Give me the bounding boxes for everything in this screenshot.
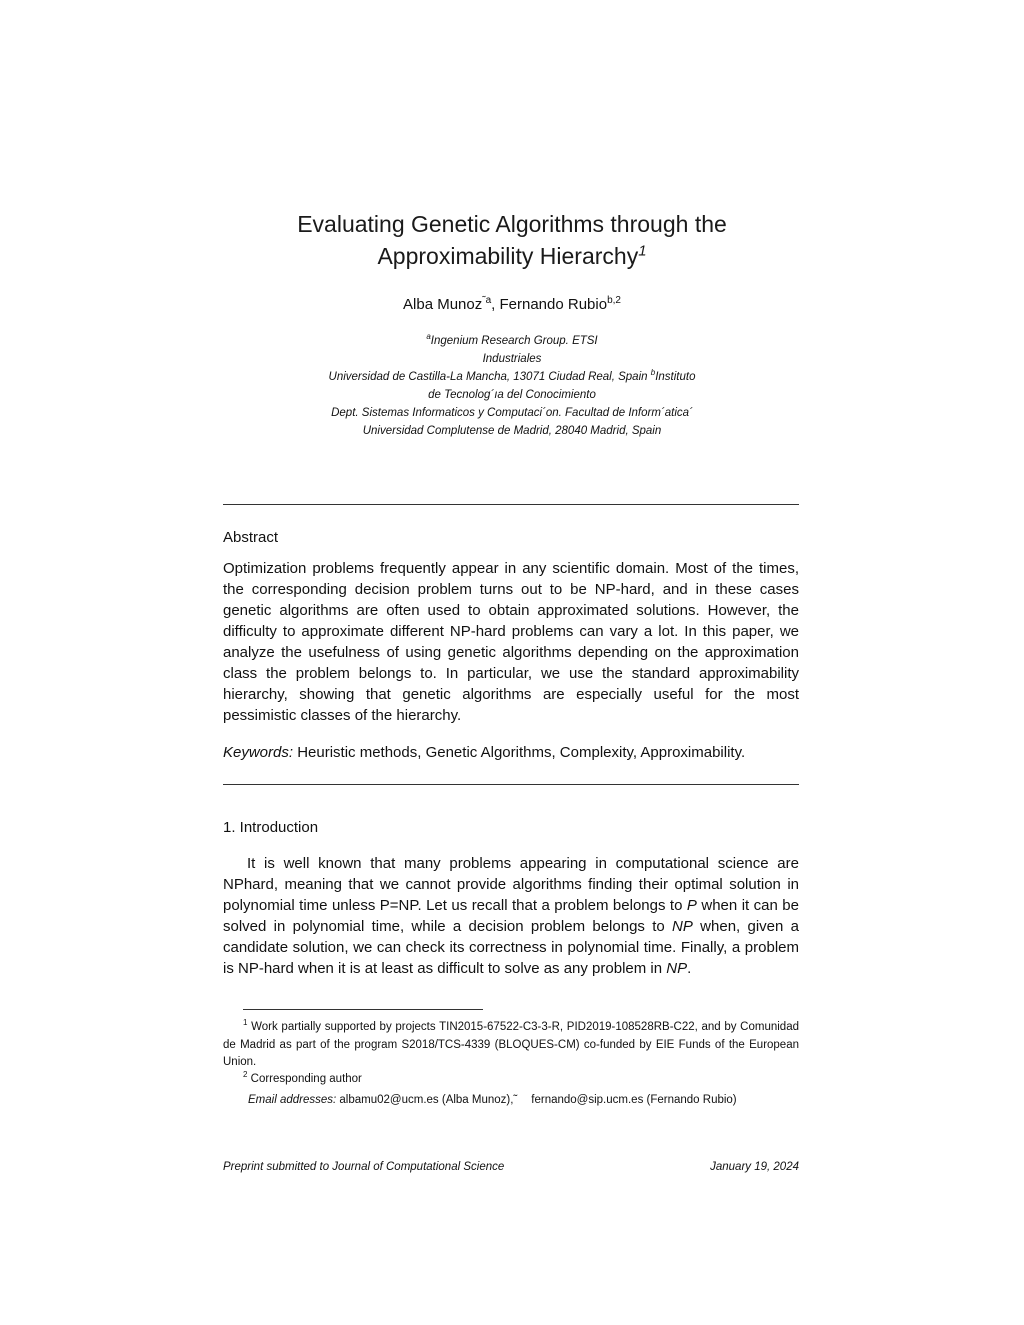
paragraph-text: . — [687, 960, 692, 977]
title-line-2 — [0, 240, 1024, 272]
email-addresses — [248, 1092, 808, 1110]
author-separator: , — [491, 296, 500, 313]
affiliation-mark: a — [426, 332, 431, 342]
keywords-label: Keywords: — [223, 744, 294, 761]
paragraph-text: when, given a candidate solution, we can check its correctness in polynomial time. Finally, a problem is NP-hard when it is at least as difficult to solve as any problem in — [223, 918, 799, 977]
paper-title — [0, 208, 1024, 272]
abstract-bottom-rule — [223, 784, 799, 785]
author-affiliation-mark: ˜a — [482, 295, 492, 306]
email-label: Email addresses: — [248, 1094, 337, 1106]
affiliation-text: Instituto — [655, 371, 696, 383]
author-name: Alba Munoz — [403, 296, 483, 313]
affiliation-text: Ingenium Research Group. ETSI — [430, 335, 598, 347]
complexity-class: P — [686, 897, 697, 914]
footnote-text: Corresponding author — [247, 1073, 362, 1085]
footnote-mark: 2 — [243, 1070, 248, 1080]
title-line-1: Evaluating Genetic Algorithms through the — [297, 211, 727, 237]
affiliations — [0, 332, 1024, 440]
affiliation-line: Dept. Sistemas Informaticos y Computaci´on. Facultad de Inform´atica´ — [331, 407, 693, 419]
abstract-heading: Abstract — [223, 529, 279, 546]
footnote-mark: 1 — [243, 1018, 248, 1028]
email-alba: albamu02@ucm.es (Alba Munoz),˜ — [336, 1094, 518, 1106]
paragraph-text: It is well known that many problems appearing in computational science are NPhard, meaning that we cannot provide algorithms finding their optimal solution in polynomial time unless P=NP. Let us recall that a problem belongs to — [223, 855, 799, 914]
author-list — [0, 296, 1024, 313]
keywords — [223, 742, 799, 763]
affiliation-line: Universidad Complutense de Madrid, 28040 Madrid, Spain — [362, 425, 662, 437]
keywords-text: Heuristic methods, Genetic Algorithms, Complexity, Approximability. — [293, 744, 746, 761]
affiliation-line — [0, 332, 1024, 350]
footnote-2 — [223, 1071, 799, 1089]
abstract-text: Optimization problems frequently appear in any scientific domain. Most of the times, the corresponding decision problem turns out to be NP-hard, and in these cases genetic algorithms are often used to obtain approximated solutions. However, the difficulty to approximate different NP-hard problems can vary a lot. In this paper, we analyze the usefulness of using genetic algorithms depending on the approximation class the problem belongs to. In particular, we use the standard approximability hierarchy, showing that genetic algorithms are especially useful for the most pessimistic classes of the hierarchy. — [223, 560, 799, 724]
introduction-paragraph — [223, 853, 799, 979]
affiliation-text: Universidad de Castilla-La Mancha, 13071 Ciudad Real, Spain — [328, 371, 651, 383]
email-fernando: fernando@sip.ucm.es (Fernando Rubio) — [531, 1094, 737, 1106]
complexity-class: NP — [672, 918, 693, 935]
author-affiliation-mark: b,2 — [607, 295, 621, 306]
abstract-top-rule — [223, 504, 799, 505]
footer-date: January 19, 2024 — [710, 1161, 799, 1173]
affiliation-line: de Tecnolog´ıa del Conocimiento — [428, 389, 596, 401]
title-line-2-text: Approximability Hierarchy — [377, 243, 639, 269]
footer-preprint-note: Preprint submitted to Journal of Computational Science — [223, 1161, 505, 1173]
author-name: Fernando Rubio — [499, 296, 608, 313]
title-footnote-mark: 1 — [638, 242, 647, 260]
paragraph-text: when it can be solved in polynomial time, while a decision problem belongs to — [223, 897, 799, 935]
affiliation-line — [0, 368, 1024, 386]
footnote-rule — [243, 1009, 483, 1010]
footnote-1 — [223, 1019, 799, 1072]
affiliation-mark: b — [650, 368, 656, 378]
footnote-text: Work partially supported by projects TIN2015-67522-C3-3-R, PID2019-108528RB-C22, and by Comunidad de Madrid as part of the program S2018/TCS-4339 (BLOQUES-CM) co-funded by EIE Funds of the European Union. — [223, 1021, 799, 1068]
complexity-class: NP — [666, 960, 688, 977]
affiliation-line: Industriales — [482, 353, 542, 365]
section-heading-introduction: 1. Introduction — [223, 819, 319, 836]
